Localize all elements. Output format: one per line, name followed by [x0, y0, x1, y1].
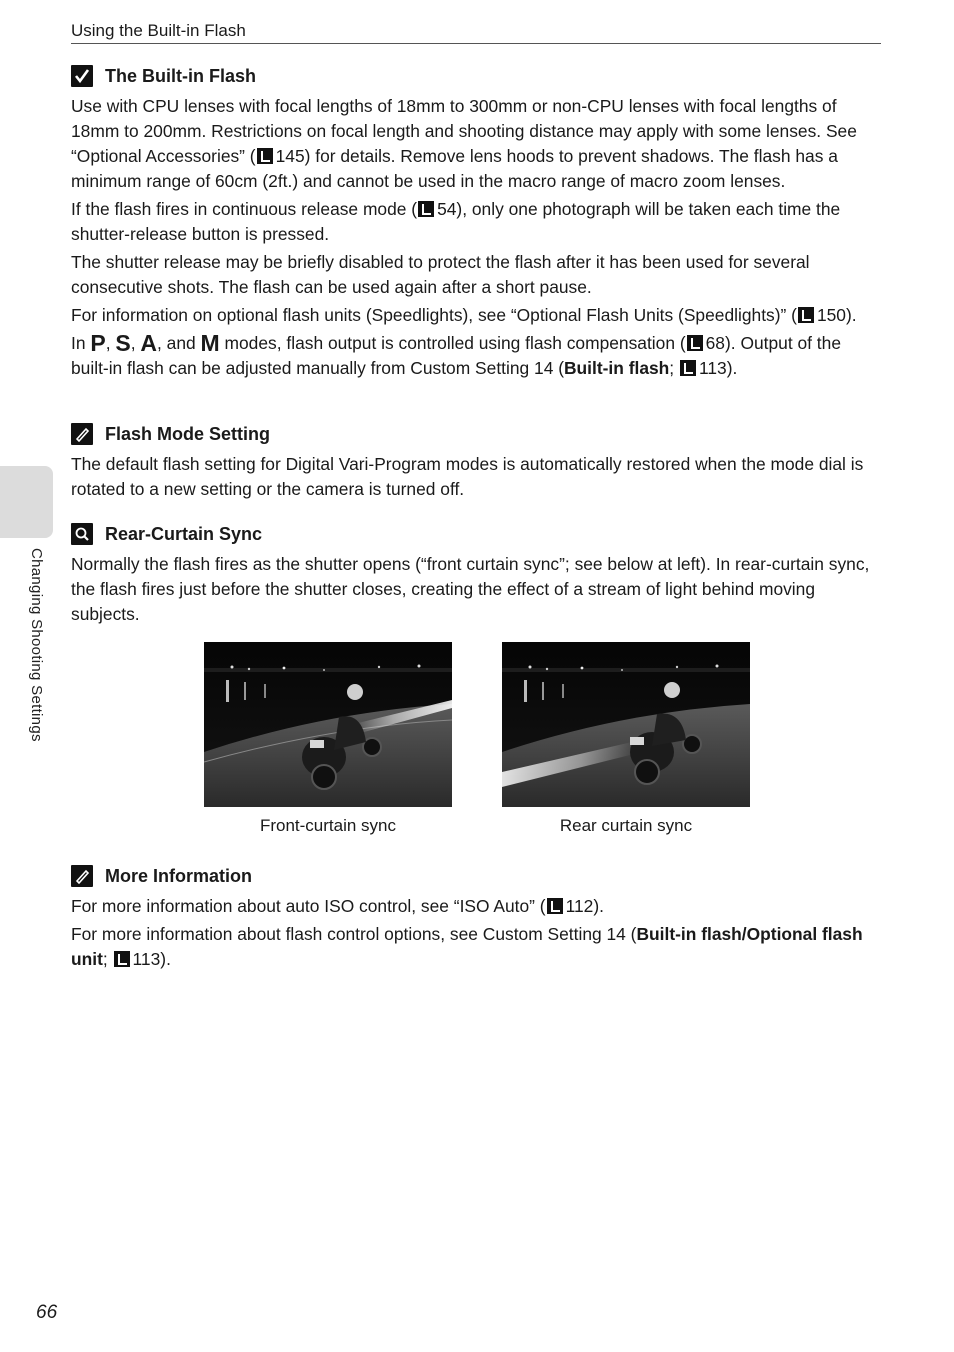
reference-icon	[687, 335, 703, 351]
page-number: 66	[36, 1302, 58, 1323]
page-ref: 54	[437, 199, 457, 219]
text: ).	[593, 896, 604, 916]
text: ;	[669, 358, 679, 378]
mode-s-icon: S	[115, 330, 131, 356]
text: Use with CPU lenses with focal lengths of 18mm to 300mm or non-CPU lenses with focal lengths of 18mm to 200mm. Restrictions on focal length and shooting distance may apply with some lenses. See “Optional Accessories” (	[71, 96, 857, 166]
menu-name: Optional flash unit	[71, 924, 863, 969]
section-heading	[71, 422, 883, 446]
mode-m-icon: M	[200, 330, 220, 356]
text: ;	[102, 949, 113, 969]
text: In	[71, 333, 91, 353]
section-more-information	[71, 864, 883, 972]
paragraph	[71, 331, 883, 381]
mode-a-icon: A	[140, 330, 157, 356]
paragraph: The default flash setting for Digital Vari-Program modes is automatically restored when the mode dial is rotated to a new setting or the camera is turned off.	[71, 454, 864, 499]
front-curtain-photo	[204, 642, 452, 807]
page-ref: 113	[132, 949, 161, 969]
text: ).	[845, 305, 857, 325]
section-rear-curtain	[71, 522, 883, 627]
text: ,	[105, 333, 116, 353]
check-icon	[71, 65, 93, 87]
paragraph	[71, 894, 883, 919]
page-ref: 68	[705, 333, 725, 353]
reference-icon	[114, 951, 130, 967]
reference-icon	[257, 148, 273, 164]
section-flash-mode	[71, 422, 883, 502]
paragraph	[71, 94, 883, 194]
text: ). Output of the built-in flash can be adjusted manually from Custom Setting 14 (	[71, 333, 841, 378]
text: ).	[160, 949, 171, 969]
menu-name: Built-in flash	[636, 924, 742, 944]
section-heading	[71, 64, 883, 88]
text: ,	[130, 333, 141, 353]
text: For information on optional flash units (Speedlights), see “Optional Flash Units (Speedlights)” (	[71, 305, 797, 325]
reference-icon	[798, 307, 814, 323]
chapter-tab	[0, 466, 53, 538]
text: modes, flash output is controlled using flash compensation (	[219, 333, 686, 353]
section-title: More Information	[105, 866, 252, 886]
pencil-icon	[71, 865, 93, 887]
section-title: Rear-Curtain Sync	[105, 524, 263, 544]
menu-name: Built-in flash	[563, 358, 670, 378]
figure-caption: Rear curtain sync	[559, 816, 693, 835]
text: For more information about flash control options, see Custom Setting 14 (	[71, 924, 637, 944]
section-builtin-flash	[71, 64, 883, 381]
section-heading	[71, 522, 883, 546]
text: ) for details. Remove lens hoods to prevent shadows. The flash has a minimum range of 60cm (2ft.) and cannot be used in the macro range of macro zoom lenses.	[71, 146, 838, 191]
page-ref: 112	[565, 896, 594, 916]
reference-icon	[680, 360, 696, 376]
pencil-icon	[71, 423, 93, 445]
magnifier-icon	[71, 523, 93, 545]
page-ref: 113	[698, 358, 727, 378]
mode-p-icon: P	[90, 330, 106, 356]
text: For more information about auto ISO control, see “ISO Auto” (	[71, 896, 546, 916]
section-title: The Built-in Flash	[105, 66, 256, 86]
figure-caption: Front-curtain sync	[259, 816, 397, 835]
reference-icon	[418, 201, 434, 217]
text: ), only one photograph will be taken each time the shutter-release button is pressed.	[71, 199, 841, 244]
text: If the flash fires in continuous release mode (	[71, 199, 418, 219]
section-title: Flash Mode Setting	[105, 424, 271, 444]
text: , and	[157, 333, 201, 353]
section-heading	[71, 864, 883, 888]
paragraph: The shutter release may be briefly disabled to protect the flash after it has been used for several consecutive shots. The flash can be used again after a short pause.	[71, 252, 810, 297]
paragraph	[71, 922, 883, 972]
text: ).	[726, 358, 738, 378]
paragraph	[71, 303, 883, 328]
chapter-label: Changing Shooting Settings	[28, 548, 45, 742]
paragraph: Normally the flash fires as the shutter opens (“front curtain sync”; see below at left). In rear-curtain sync, the flash fires just before the shutter closes, creating the effect of a stream of light behind moving subjects.	[71, 554, 870, 624]
page-ref: 145	[275, 146, 305, 166]
page-ref: 150	[816, 305, 846, 325]
paragraph	[71, 197, 883, 247]
text: /	[741, 924, 747, 944]
reference-icon	[547, 898, 563, 914]
rear-curtain-photo	[502, 642, 750, 807]
running-head: Using the Built-in Flash	[71, 20, 881, 44]
